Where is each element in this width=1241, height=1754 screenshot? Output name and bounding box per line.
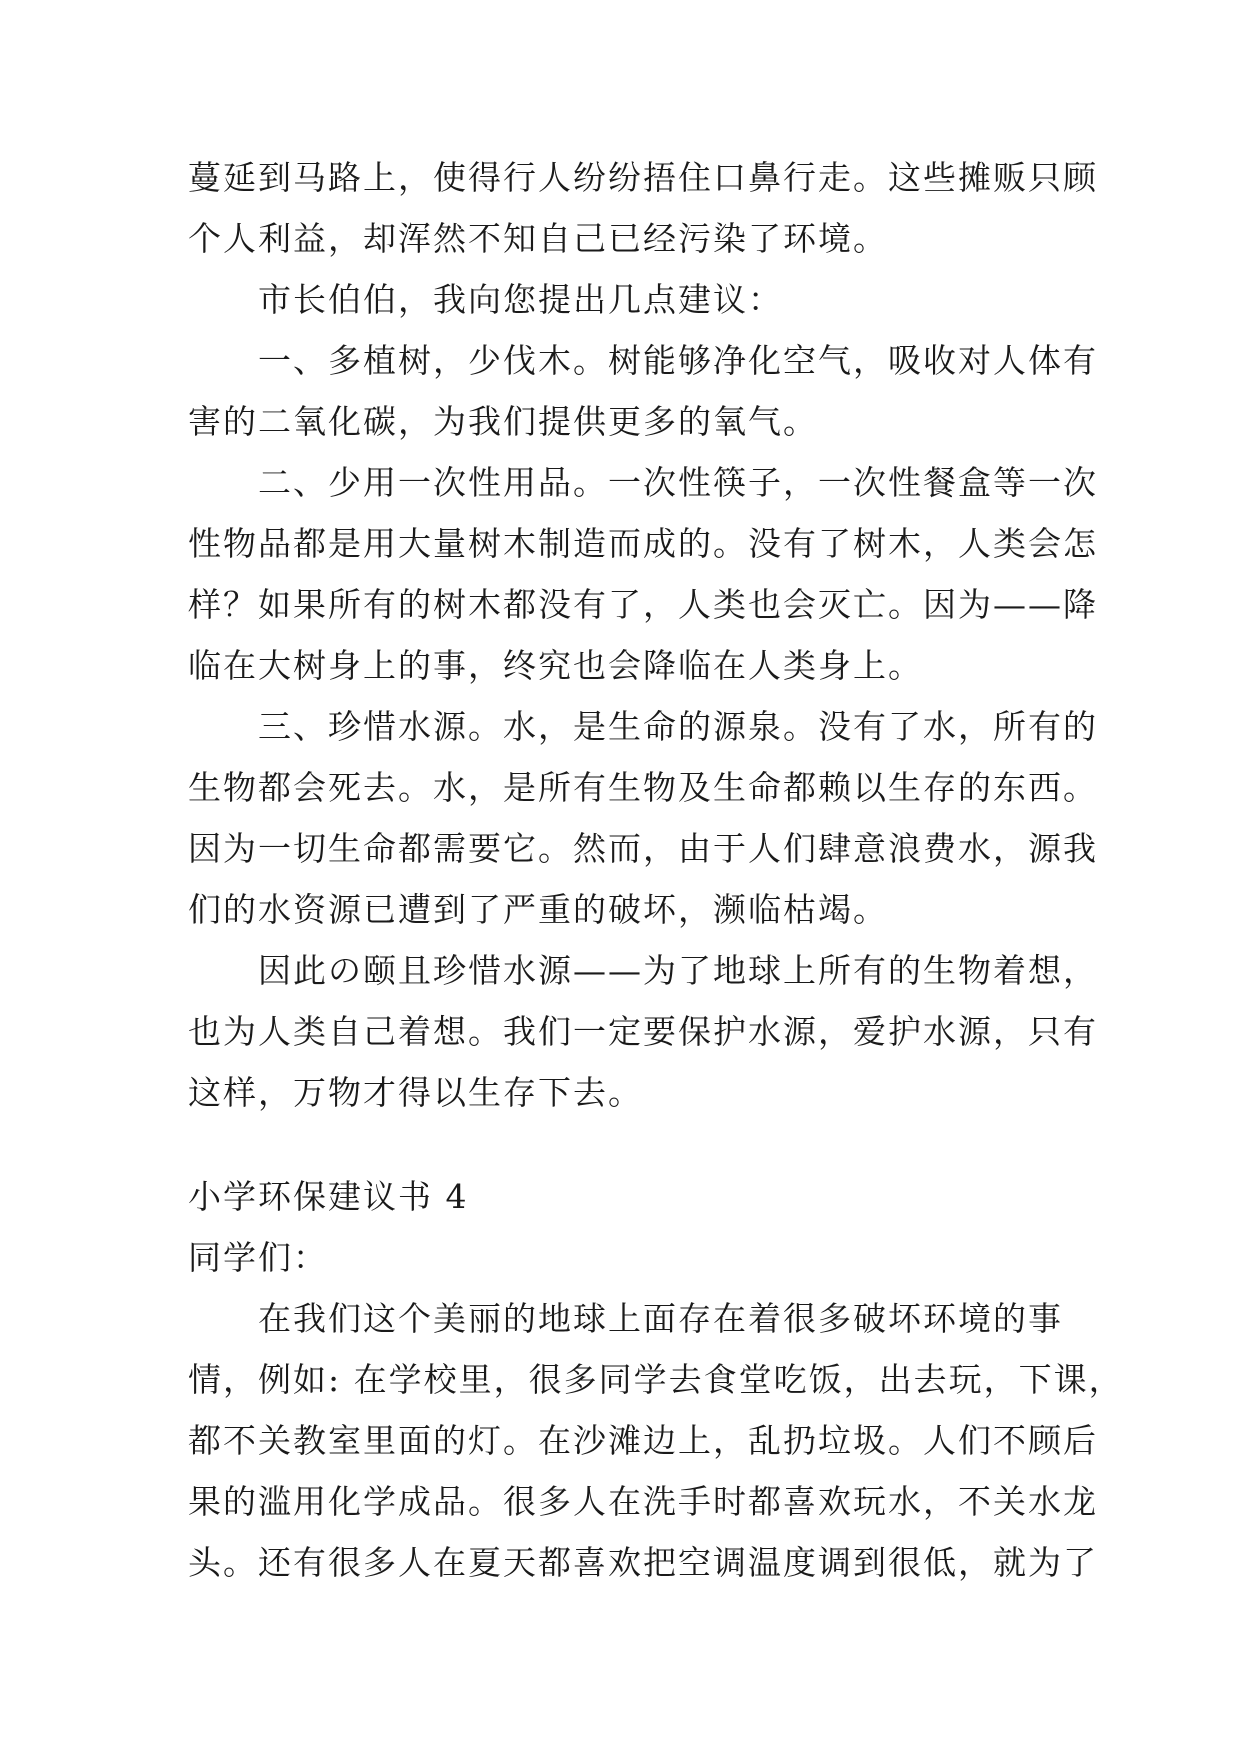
- text-line: 头。还有很多人在夏天都喜欢把空调温度调到很低，就为了: [188, 1543, 1098, 1582]
- text-line: 果的滥用化学成品。很多人在洗手时都喜欢玩水，不关水龙: [188, 1482, 1098, 1521]
- paragraph-line: 市长伯伯，我向您提出几点建议：: [258, 280, 783, 319]
- paragraph-line: 一、多植树，少伐木。树能够净化空气，吸收对人体有: [258, 341, 1098, 380]
- text-line: 们的水资源已遭到了严重的破坏，濒临枯竭。: [188, 890, 888, 929]
- document-body: [188, 147, 1124, 1593]
- paragraph-line: 三、珍惜水源。水，是生命的源泉。没有了水，所有的: [258, 707, 1098, 746]
- text-line: 个人利益，却浑然不知自己已经污染了环境。: [188, 219, 888, 258]
- paragraph-line: 因此の颐且珍惜水源——为了地球上所有的生物着想，: [258, 951, 1098, 990]
- text-line: 临在大树身上的事，终究也会降临在人类身上。: [188, 646, 923, 685]
- text-line: 这样，万物才得以生存下去。: [188, 1073, 643, 1112]
- text-line: 害的二氧化碳，为我们提供更多的氧气。: [188, 402, 818, 441]
- salutation: 同学们：: [188, 1238, 328, 1277]
- section-spacer: [188, 1123, 1048, 1166]
- text-line: 也为人类自己着想。我们一定要保护水源，爱护水源，只有: [188, 1012, 1098, 1051]
- text-line: 生物都会死去。水，是所有生物及生命都赖以生存的东西。: [188, 768, 1098, 807]
- section-title: 小学环保建议书 4: [188, 1177, 469, 1216]
- text-line: 蔓延到马路上，使得行人纷纷捂住口鼻行走。这些摊贩只顾: [188, 158, 1098, 197]
- paragraph-line: 二、少用一次性用品。一次性筷子，一次性餐盒等一次: [258, 463, 1098, 502]
- paragraph-line: 在我们这个美丽的地球上面存在着很多破坏环境的事: [258, 1299, 1063, 1338]
- text-line: 样？如果所有的树木都没有了，人类也会灭亡。因为——降: [188, 585, 1098, 624]
- text-line: 都不关教室里面的灯。在沙滩边上，乱扔垃圾。人们不顾后: [188, 1421, 1098, 1460]
- text-line: 情，例如: 在学校里，很多同学去食堂吃饭，出去玩，下课，: [188, 1360, 1124, 1399]
- text-line: 性物品都是用大量树木制造而成的。没有了树木，人类会怎: [188, 524, 1098, 563]
- text-line: 因为一切生命都需要它。然而，由于人们肆意浪费水，源我: [188, 829, 1098, 868]
